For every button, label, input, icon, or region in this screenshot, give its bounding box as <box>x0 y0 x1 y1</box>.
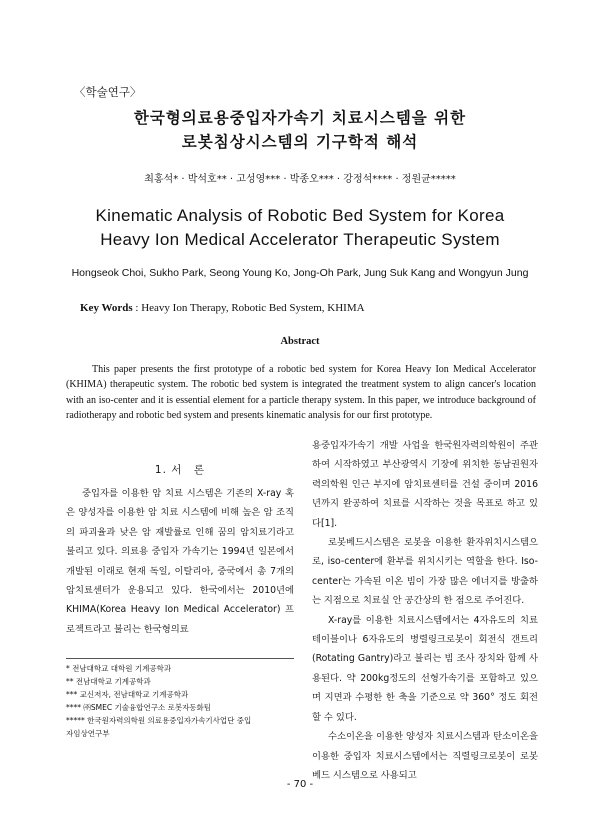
footnote: * 전남대학교 대학원 기계공학과 <box>66 664 172 673</box>
body-paragraph: 중입자를 이용한 암 치료 시스템은 기존의 X-ray 혹은 양성자를 이용한 암 치료 시스템에 비해 높은 암 조직의 파괴율과 낮은 암 재발률로 인해 꿈의 암치료기라고 불리고 있다. 의료용 중입자 가속기는 1994년 일본에서 개발된 이래로 현재 독일, 이탈리아, 중국에서 총 7개의 암치료센터가 운용되고 있다. 한국에서는 2010년에 KHIMA(Korea Heavy Ion Medical Accelerator) 프로젝트라고 불리는 한국형의료 <box>66 488 294 635</box>
english-title-line-1: Kinematic Analysis of Robotic Bed System for Korea <box>95 206 505 225</box>
korean-author-list: 최홍석* · 박석호** · 고성영*** · 박종오*** · 강정석**** · 정원균***** <box>144 174 456 185</box>
keywords <box>80 302 365 314</box>
article-category: 〈학술연구〉 <box>74 85 142 99</box>
keywords-label: Key Words <box>80 302 133 314</box>
body-paragraph: 용중입자가속기 개발 사업을 한국원자력의학원이 주관하여 시작하였고 부산광역시 기장에 위치한 동남권원자력의학원 인근 부지에 암치료센터를 건설 중이며 2016년까지 완공하여 치료를 시작하는 것을 목표로 하고 있다[1]. <box>312 440 538 529</box>
english-title-line-2: Heavy Ion Medical Accelerator Therapeutic System <box>100 230 500 249</box>
korean-title-line-1: 한국형의료용중입자가속기 치료시스템을 위한 <box>133 109 467 127</box>
keywords-text: : Heavy Ion Therapy, Robotic Bed System, KHIMA <box>132 302 365 314</box>
footnote: ***** 한국원자력의학원 의료용중입자가속기사업단 중입 <box>66 716 252 725</box>
korean-title-line-2: 로봇침상시스템의 기구학적 해석 <box>181 133 419 151</box>
body-paragraph: 수소이온을 이용한 양성자 치료시스템과 탄소이온을 이용한 중입자 치료시스템에서는 직렬링크로봇이 로봇 베드 시스템으로 사용되고 <box>312 731 538 781</box>
body-paragraph: 로봇베드시스템은 로봇을 이용한 환자위치시스템으로, iso-center에 환부를 위치시키는 역할을 한다. Iso-center는 가속된 이온 빔이 가장 많은 에너지를 방출하는 지점으로 치료실 안 공간상의 한 점으로 주어진다. <box>312 537 538 607</box>
right-column <box>312 436 538 785</box>
footnotes <box>66 662 296 740</box>
left-column <box>66 484 294 639</box>
footnote: ** 전남대학교 기계공학과 <box>66 677 151 686</box>
abstract-body: This paper presents the first prototype of a robotic bed system for Korea Heavy Ion Medical Accelerator (KHIMA) therapeutic system. The robotic bed system is integrated the treatment system to align cancer's location with an iso-center and it is essential element for a particle therapy system. In this paper, we introduce background of radiotherapy and robotic bed system and presents kinematic analysis for our first prototype. <box>66 364 536 422</box>
footnote-divider <box>66 658 294 659</box>
page-number: - 70 - <box>286 779 314 790</box>
footnote: **** ㈜SMEC 기술융합연구소 로봇자동화팀 <box>66 703 212 712</box>
footnote: *** 교신저자, 전남대학교 기계공학과 <box>66 690 189 699</box>
section-heading: 1. 서 론 <box>154 464 206 476</box>
abstract-heading: Abstract <box>280 336 320 347</box>
body-paragraph: X-ray를 이용한 치료시스템에서는 4자유도의 치료테이블이나 6자유도의 병렬링크로봇이 회전식 갠트리(Rotating Gantry)라고 불리는 빔 조사 장치와 함께 사용된다. 약 200kg정도의 선형가속기를 포함하고 있으며 지면과 수평한 한 축을 기준으로 약 360° 정도 회전할 수 있다. <box>312 614 538 723</box>
footnote: 자임상연구부 <box>66 729 110 738</box>
english-author-list: Hongseok Choi, Sukho Park, Seong Young Ko, Jong-Oh Park, Jung Suk Kang and Wongyun Jung <box>71 267 529 279</box>
